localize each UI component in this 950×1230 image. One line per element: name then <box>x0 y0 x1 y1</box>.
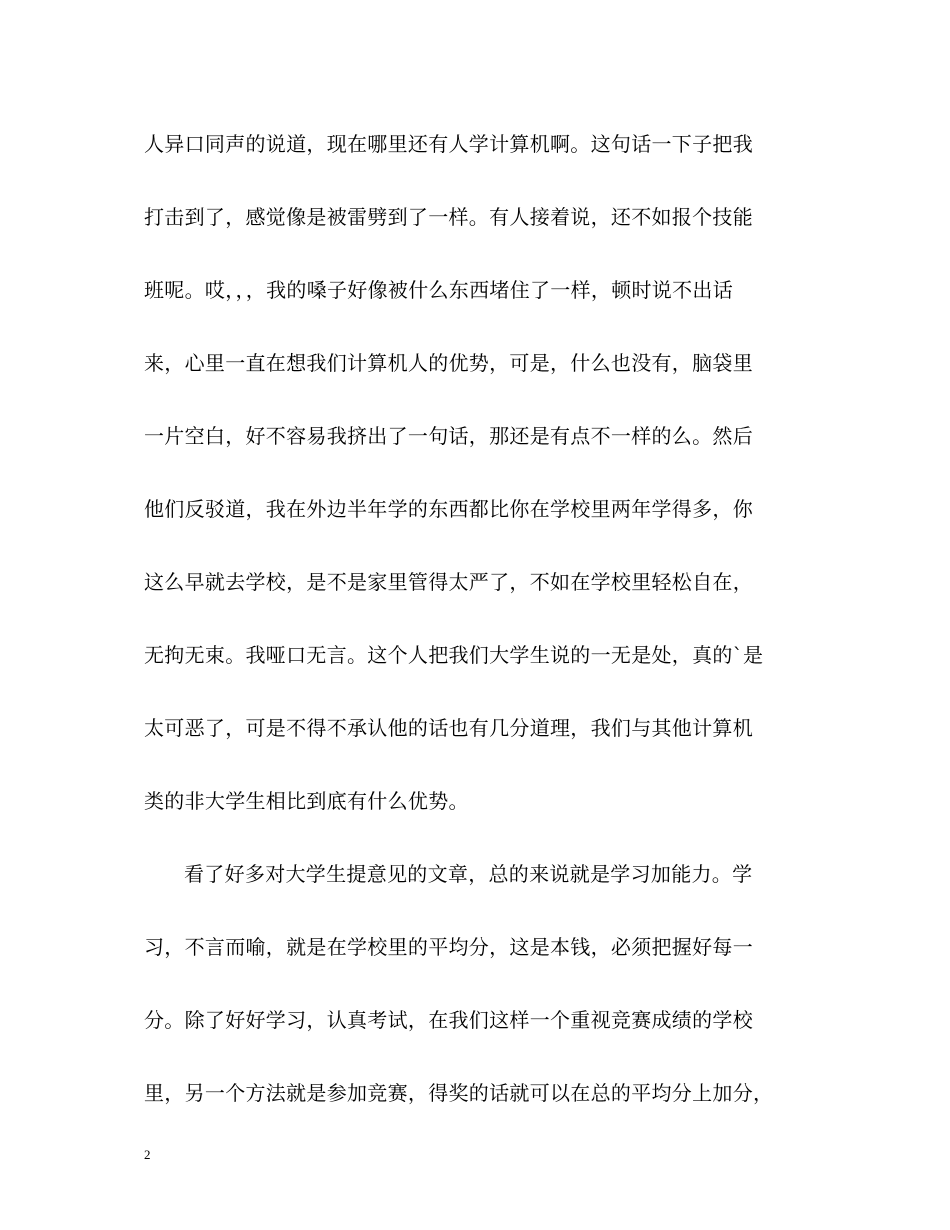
text-line: 里，另一个方法就是参加竞赛，得奖的话就可以在总的平均分上加分， <box>144 1081 774 1105</box>
text-line: 习，不言而喻，就是在学校里的平均分，这是本钱，必须把握好每一 <box>144 935 753 959</box>
text-line: 班呢。哎，，，我的嗓子好像被什么东西堵住了一样，顿时说不出话 <box>144 278 733 302</box>
text-line: 这么早就去学校，是不是家里管得太严了，不如在学校里轻松自在， <box>144 570 753 594</box>
text-line: 来，心里一直在想我们计算机人的优势，可是，什么也没有，脑袋里 <box>144 351 753 375</box>
text-line: 一片空白，好不容易我挤出了一句话，那还是有点不一样的么。然后 <box>144 424 753 448</box>
text-line: 打击到了，感觉像是被雷劈到了一样。有人接着说，还不如报个技能 <box>144 205 753 229</box>
text-line: 太可恶了，可是不得不承认他的话也有几分道理，我们与其他计算机 <box>144 716 753 740</box>
body-text <box>144 124 809 1146</box>
text-line: 分。除了好好学习，认真考试，在我们这样一个重视竞赛成绩的学校 <box>144 1008 753 1032</box>
text-line: 类的非大学生相比到底有什么优势。 <box>144 789 469 813</box>
page-number: 2 <box>144 1147 151 1162</box>
text-line: 无拘无束。我哑口无言。这个人把我们大学生说的一无是处，真的`是 <box>144 643 764 667</box>
text-line: 他们反驳道，我在外边半年学的东西都比你在学校里两年学得多，你 <box>144 497 753 521</box>
text-line: 人异口同声的说道，现在哪里还有人学计算机啊。这句话一下子把我 <box>144 132 753 156</box>
paragraph-first-line: 看了好多对大学生提意见的文章，总的来说就是学习加能力。学 <box>184 862 753 886</box>
